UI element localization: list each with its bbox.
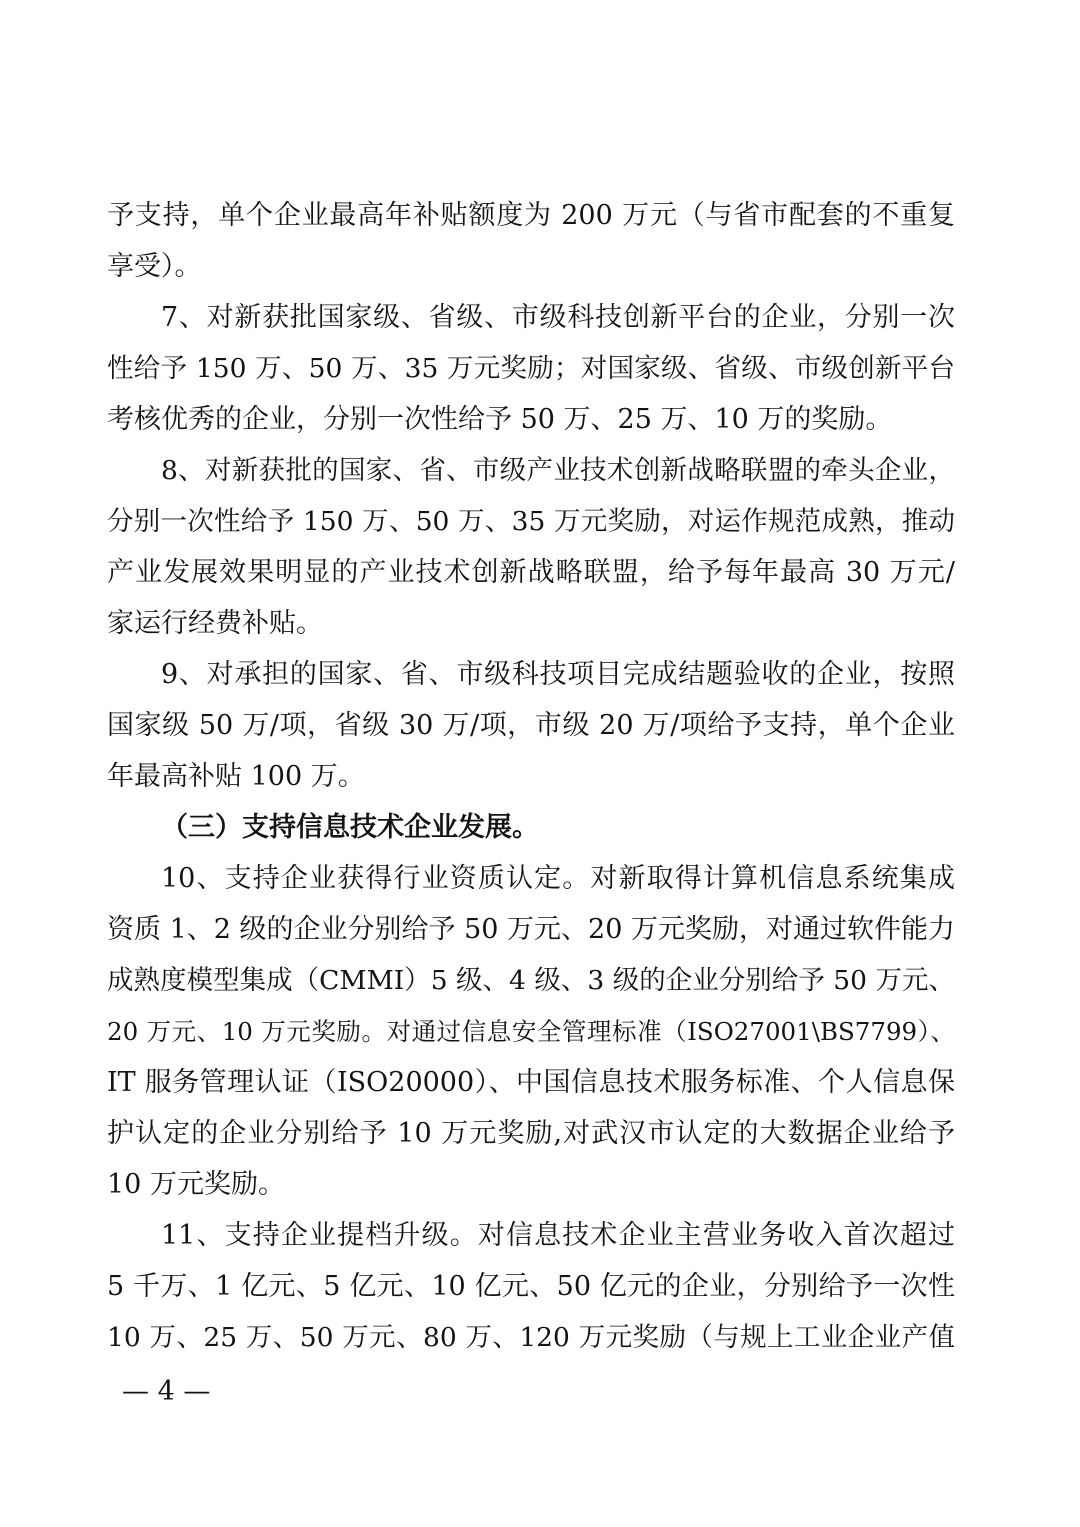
paragraph-item-9 <box>107 649 955 802</box>
text-line: 8、对新获批的国家、省、市级产业技术创新战略联盟的牵头企业， <box>161 455 955 486</box>
text-line: 护认定的企业分别给予 10 万元奖励,对武汉市认定的大数据企业给予 <box>107 1118 955 1149</box>
text-line: 11、支持企业提档升级。对信息技术企业主营业务收入首次超过 <box>161 1220 955 1251</box>
text-line: 10、支持企业获得行业资质认定。对新取得计算机信息系统集成 <box>161 863 955 894</box>
text-line: 5 千万、1 亿元、5 亿元、10 亿元、50 亿元的企业，分别给予一次性 <box>107 1271 955 1302</box>
text-line: IT 服务管理认证（ISO20000）、中国信息技术服务标准、个人信息保 <box>107 1067 955 1098</box>
text-line: 分别一次性给予 150 万、50 万、35 万元奖励，对运作规范成熟，推动 <box>107 506 955 537</box>
section-heading-text: （三）支持信息技术企业发展。 <box>161 812 539 843</box>
text-line: 家运行经费补贴。 <box>107 608 323 639</box>
paragraph-item-11 <box>107 1210 955 1363</box>
paragraph-continuation <box>107 190 955 292</box>
text-line: 予支持，单个企业最高年补贴额度为 200 万元（与省市配套的不重复 <box>107 200 955 231</box>
text-line: 成熟度模型集成（CMMI）5 级、4 级、3 级的企业分别给予 50 万元、 <box>107 965 955 996</box>
section-heading <box>107 802 955 853</box>
text-line: 资质 1、2 级的企业分别给予 50 万元、20 万元奖励，对通过软件能力 <box>107 914 955 945</box>
paragraph-item-7 <box>107 292 955 445</box>
text-line: 年最高补贴 100 万。 <box>107 761 365 792</box>
text-line: 7、对新获批国家级、省级、市级科技创新平台的企业，分别一次 <box>161 302 955 333</box>
text-line: 10 万、25 万、50 万元、80 万、120 万元奖励（与规上工业企业产值 <box>107 1322 955 1353</box>
text-line: 考核优秀的企业，分别一次性给予 50 万、25 万、10 万的奖励。 <box>107 404 893 435</box>
document-body <box>107 190 955 1363</box>
paragraph-item-8 <box>107 445 955 649</box>
page-number: — 4 — <box>122 1376 211 1407</box>
text-line: 20 万元、10 万元奖励。对通过信息安全管理标准（ISO27001\BS7799）、 <box>107 1017 955 1046</box>
text-line: 性给予 150 万、50 万、35 万元奖励；对国家级、省级、市级创新平台 <box>107 353 955 384</box>
text-line: 产业发展效果明显的产业技术创新战略联盟，给予每年最高 30 万元/ <box>107 557 955 588</box>
text-line: 9、对承担的国家、省、市级科技项目完成结题验收的企业，按照 <box>161 659 955 690</box>
text-line: 国家级 50 万/项，省级 30 万/项，市级 20 万/项给予支持，单个企业 <box>107 710 955 741</box>
text-line: 享受）。 <box>107 251 202 282</box>
paragraph-item-10 <box>107 853 955 1210</box>
text-line: 10 万元奖励。 <box>107 1169 285 1200</box>
